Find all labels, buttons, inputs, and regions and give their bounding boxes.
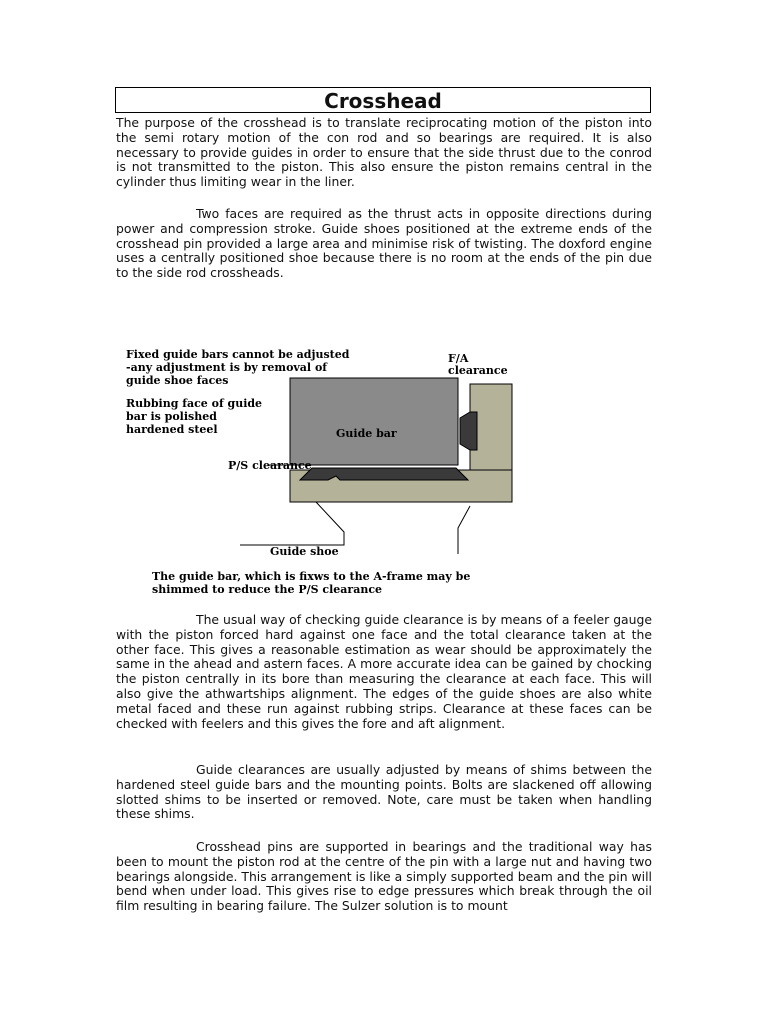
fa-clearance-label-line2: clearance	[448, 364, 508, 377]
guide-shoe-leader-right	[458, 506, 470, 554]
fixed-bars-note-line1: Fixed guide bars cannot be adjusted	[126, 348, 350, 361]
checking-clearance-paragraph: The usual way of checking guide clearance is by means of a feeler gauge with the piston forced hard against one face and the total clearance taken at the other face. This gives a reasonable estimation as wear should be approximately the same in the ahead and astern faces. A more accurate idea can be gained by chocking the piston centrally in its bore than measuring the clearance at each face. This will also give the athwartships alignment. The edges of the guide shoes are also white metal faced and these run against rubbing strips. Clearance at these faces can be checked with feelers and this gives the fore and aft alignment.	[116, 612, 652, 731]
guide-shoe-label: Guide shoe	[270, 545, 339, 558]
guide-shoe-strip	[300, 468, 468, 480]
rubbing-face-note-line1: Rubbing face of guide	[126, 397, 263, 410]
fixed-bars-note-line2: -any adjustment is by removal of	[126, 361, 328, 374]
diagram-caption-line1: The guide bar, which is fixws to the A-frame may be	[152, 570, 471, 583]
guide-shoe-leader-left	[240, 502, 344, 545]
page-title: Crosshead	[115, 87, 651, 113]
rubbing-face-note-line2: bar is polished	[126, 410, 217, 423]
crosshead-pins-paragraph: Crosshead pins are supported in bearings and the traditional way has been to mount the piston rod at the centre of the pin with a large nut and having two bearings alongside. This arrangement is like a simply supported beam and the pin will bend when under load. This gives rise to edge pressures which break through the oil film resulting in bearing failure. The Sulzer solution is to mount	[116, 839, 652, 914]
intro-paragraph: The purpose of the crosshead is to translate reciprocating motion of the piston into the semi rotary motion of the con rod and so bearings are required. It is also necessary to provide guides in order to ensure that the side thrust due to the conrod is not transmitted to the piston. This also ensure the piston remains central in the cylinder thus limiting wear in the liner.	[116, 115, 652, 190]
fa-clearance-label-line1: F/A	[448, 352, 469, 365]
fa-shoe-block	[460, 412, 477, 450]
guide-bar-label: Guide bar	[336, 427, 397, 440]
adjusting-clearance-paragraph: Guide clearances are usually adjusted by means of shims between the hardened steel guide bars and the mounting points. Bolts are slackened off allowing slotted shims to be inserted or removed. Note, care must be taken when handling these shims.	[116, 762, 652, 822]
fixed-bars-note-line3: guide shoe faces	[126, 374, 229, 387]
rubbing-face-note-line3: hardened steel	[126, 423, 218, 436]
thrust-faces-paragraph: Two faces are required as the thrust acts in opposite directions during power and compression stroke. Guide shoes positioned at the extreme ends of the crosshead pin provided a large area and minimise risk of twisting. The doxford engine uses a centrally positioned shoe because there is no room at the ends of the pin due to the side rod crossheads.	[116, 206, 652, 281]
diagram-caption-line2: shimmed to reduce the P/S clearance	[152, 583, 383, 596]
ps-clearance-label: P/S clearance	[228, 459, 312, 472]
guide-bar	[290, 378, 458, 465]
